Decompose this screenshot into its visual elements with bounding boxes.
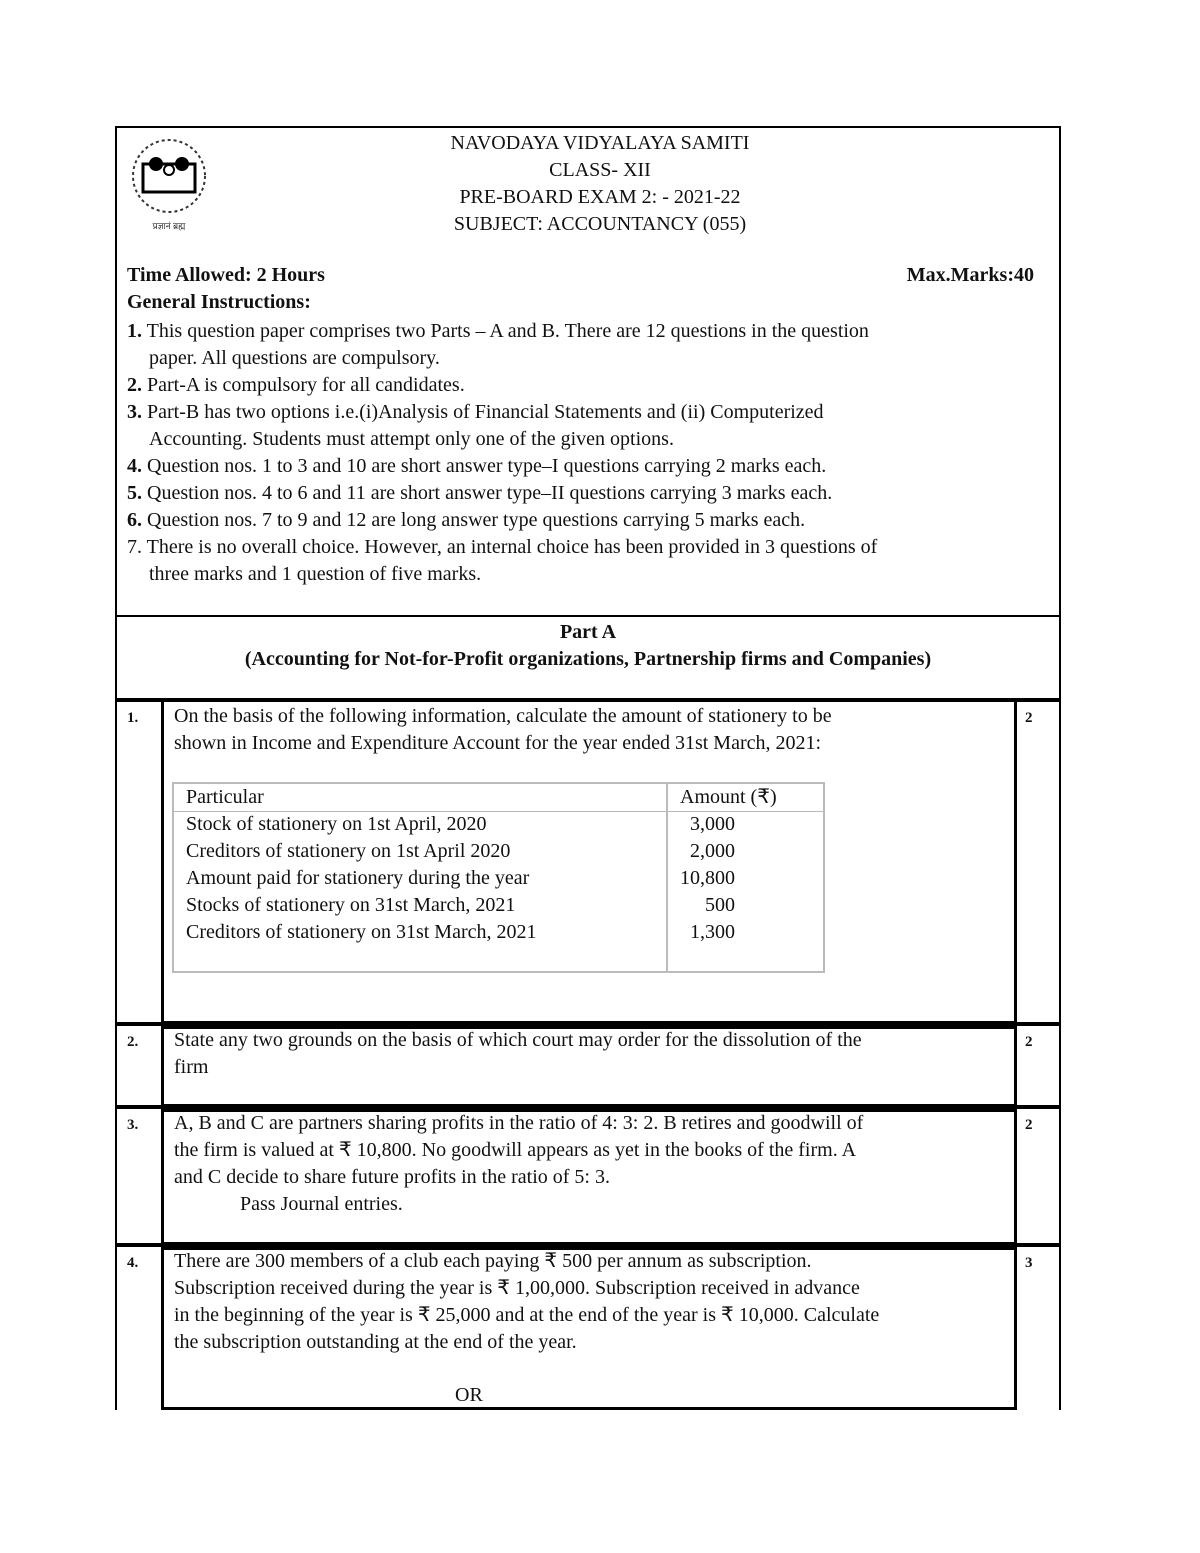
- question-marks: 3: [1025, 1255, 1033, 1271]
- question-marks: 2: [1025, 710, 1033, 726]
- question-line: the firm is valued at ₹ 10,800. No goodwill appears as yet in the books of the firm. A: [174, 1139, 857, 1161]
- table-cell: 3,000: [690, 813, 735, 835]
- table-cell: Stocks of stationery on 31st March, 2021: [186, 894, 516, 916]
- part-subtitle: (Accounting for Not-for-Profit organizations, Partnership firms and Companies): [244, 648, 932, 670]
- instruction-text: Question nos. 4 to 6 and 11 are short answer type–II questions carrying 3 marks each.: [147, 482, 833, 504]
- table-header-cell: Particular: [186, 786, 264, 808]
- table-row: [174, 892, 820, 919]
- stationery-table: [172, 782, 825, 973]
- question-marks: 2: [1025, 1117, 1033, 1133]
- question-row: [115, 1107, 1061, 1245]
- or-label: OR: [455, 1384, 483, 1406]
- instruction-number: 3.: [127, 401, 142, 423]
- header-block: [300, 130, 900, 238]
- table-cell: 2,000: [690, 840, 735, 862]
- instruction-continuation: three marks and 1 question of five marks.: [149, 563, 482, 585]
- table-grid: [174, 784, 820, 946]
- question-line: Pass Journal entries.: [240, 1193, 403, 1215]
- instructions-title: General Instructions:: [127, 291, 311, 313]
- subject-title: SUBJECT: ACCOUNTANCY (055): [453, 213, 747, 235]
- instruction-item: [127, 318, 1027, 345]
- table-cell: 10,800: [680, 867, 735, 889]
- table-cell: Creditors of stationery on 1st April 2020: [186, 840, 511, 862]
- question-line: A, B and C are partners sharing profits in the ratio of 4: 3: 2. B retires and goodwill of: [174, 1112, 864, 1134]
- table-header-cell: Amount (₹): [680, 786, 777, 808]
- class-label: CLASS- XII: [549, 159, 651, 181]
- question-text: [174, 1110, 1014, 1218]
- instruction-continuation: Accounting. Students must attempt only one of the given options.: [149, 428, 674, 450]
- question-line: There are 300 members of a club each paying ₹ 500 per annum as subscription.: [174, 1250, 812, 1272]
- question-line: State any two grounds on the basis of which court may order for the dissolution of the: [174, 1029, 862, 1051]
- instructions-list: [127, 318, 1027, 588]
- instruction-text: Question nos. 7 to 9 and 12 are long answer type questions carrying 5 marks each.: [147, 509, 806, 531]
- question-line: On the basis of the following information, calculate the amount of stationery to be: [174, 705, 832, 727]
- question-line: firm: [174, 1056, 209, 1078]
- instruction-item: [127, 453, 1027, 480]
- question-text: [174, 703, 1014, 757]
- question-number: 2.: [127, 1034, 139, 1050]
- instruction-continuation: paper. All questions are compulsory.: [149, 347, 440, 369]
- question-line: Subscription received during the year is ₹ 1,00,000. Subscription received in advance: [174, 1277, 860, 1299]
- instruction-item: [127, 507, 1027, 534]
- instruction-number: 2.: [127, 374, 142, 396]
- instruction-text: This question paper comprises two Parts – A and B. There are 12 questions in the question: [146, 320, 869, 342]
- time-allowed: Time Allowed: 2 Hours: [127, 264, 325, 286]
- question-row: [115, 1245, 1061, 1410]
- instruction-text: Question nos. 1 to 3 and 10 are short answer type–I questions carrying 2 marks each.: [147, 455, 827, 477]
- question-number: 3.: [127, 1117, 139, 1133]
- question-line: in the beginning of the year is ₹ 25,000 and at the end of the year is ₹ 10,000. Calculate: [174, 1304, 880, 1326]
- question-line: the subscription outstanding at the end of the year.: [174, 1331, 577, 1353]
- question-marks: 2: [1025, 1034, 1033, 1050]
- question-number: 4.: [127, 1255, 139, 1271]
- table-row: [174, 865, 820, 892]
- instruction-item: [127, 480, 1027, 507]
- table-row: [174, 838, 820, 865]
- instruction-text: There is no overall choice. However, an internal choice has been provided in 3 questions of: [146, 536, 878, 558]
- svg-text:प्रज्ञानं ब्रह्म: प्रज्ञानं ब्रह्म: [152, 221, 186, 231]
- instruction-number: 4.: [127, 455, 142, 477]
- table-header-row: [174, 784, 820, 811]
- table-cell: 1,300: [690, 921, 735, 943]
- max-marks: Max.Marks:40: [906, 264, 1034, 286]
- org-name: NAVODAYA VIDYALAYA SAMITI: [450, 132, 750, 154]
- question-text: [174, 1248, 1014, 1356]
- instruction-text: Part-A is compulsory for all candidates.: [147, 374, 465, 396]
- instruction-item: [127, 399, 1027, 426]
- question-number: 1.: [127, 710, 139, 726]
- question-row: [115, 1024, 1061, 1107]
- question-line: shown in Income and Expenditure Account for the year ended 31st March, 2021:: [174, 732, 822, 754]
- exam-title: PRE-BOARD EXAM 2: - 2021-22: [459, 186, 741, 208]
- table-cell: 500: [705, 894, 735, 916]
- instruction-number: 1.: [127, 320, 142, 342]
- nvs-logo: [126, 126, 216, 236]
- table-row: [174, 919, 820, 946]
- part-heading: [115, 619, 1061, 673]
- table-cell: Amount paid for stationery during the year: [186, 867, 530, 889]
- instruction-text: Part-B has two options i.e.(i)Analysis of Financial Statements and (ii) Computerized: [147, 401, 824, 423]
- instruction-number: 7.: [127, 536, 142, 558]
- instruction-number: 6.: [127, 509, 142, 531]
- instruction-item: [127, 534, 1027, 561]
- table-cell: Stock of stationery on 1st April, 2020: [186, 813, 487, 835]
- instruction-item: [127, 372, 1027, 399]
- part-title: Part A: [559, 621, 617, 643]
- table-row: [174, 811, 820, 838]
- question-text: [174, 1027, 1014, 1081]
- table-cell: Creditors of stationery on 31st March, 2021: [186, 921, 537, 943]
- question-line: and C decide to share future profits in the ratio of 5: 3.: [174, 1166, 610, 1188]
- question-row: [115, 700, 1061, 1024]
- instruction-number: 5.: [127, 482, 142, 504]
